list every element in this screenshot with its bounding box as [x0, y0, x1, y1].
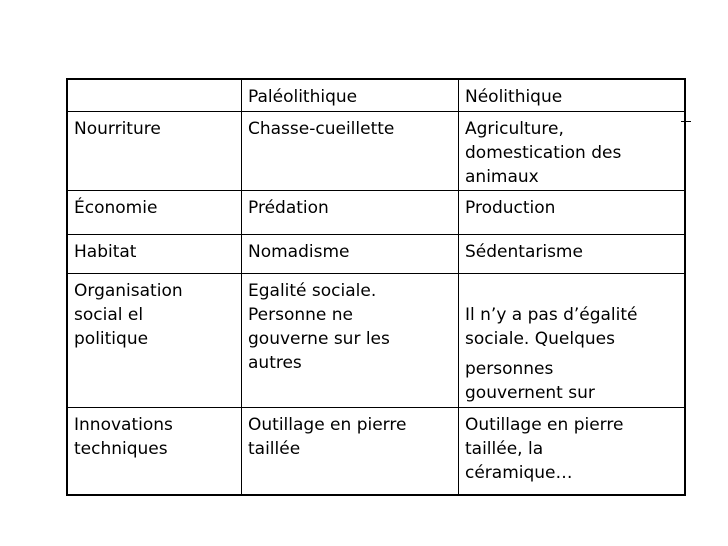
header-row [68, 80, 684, 112]
table-row [68, 112, 684, 191]
header-paleolithique: Paléolithique [242, 80, 459, 111]
header-neolithique: Néolithique [465, 87, 563, 107]
row-label-economie: Économie [68, 191, 242, 234]
row-label-nourriture: Nourriture [68, 112, 242, 190]
cell-neo-economie: Production [465, 198, 556, 218]
cell-paleo-nourriture: Chasse-cueillette [242, 112, 459, 190]
comparison-table [66, 78, 686, 496]
header-empty-cell [68, 80, 242, 111]
row-label-innovations: Innovations techniques [68, 408, 242, 494]
cell-neo-organisation [459, 274, 684, 407]
cell-neo-organisation-part2: personnes gouvernent sur [465, 359, 595, 403]
row-label-habitat: Habitat [68, 235, 242, 273]
table-row [68, 408, 684, 494]
cell-neo-habitat: Sédentarisme [465, 242, 583, 262]
cell-neo-nourriture: Agriculture, domestication des animaux [465, 119, 622, 187]
table-row [68, 274, 684, 408]
cell-neo-innovations: Outillage en pierre taillée, la céramique… [465, 415, 624, 483]
cell-paleo-habitat: Nomadisme [242, 235, 459, 273]
stray-line [681, 121, 691, 122]
table-row [68, 235, 684, 274]
cell-paleo-economie: Prédation [242, 191, 459, 234]
cell-neo-organisation-part1: Il n’y a pas d’égalité sociale. Quelques [465, 305, 638, 349]
cell-paleo-innovations: Outillage en pierre taillée [242, 408, 459, 494]
cell-paleo-organisation: Egalité sociale. Personne ne gouverne sur les autres [242, 274, 459, 407]
table-row [68, 191, 684, 235]
row-label-organisation: Organisation social el politique [68, 274, 242, 407]
